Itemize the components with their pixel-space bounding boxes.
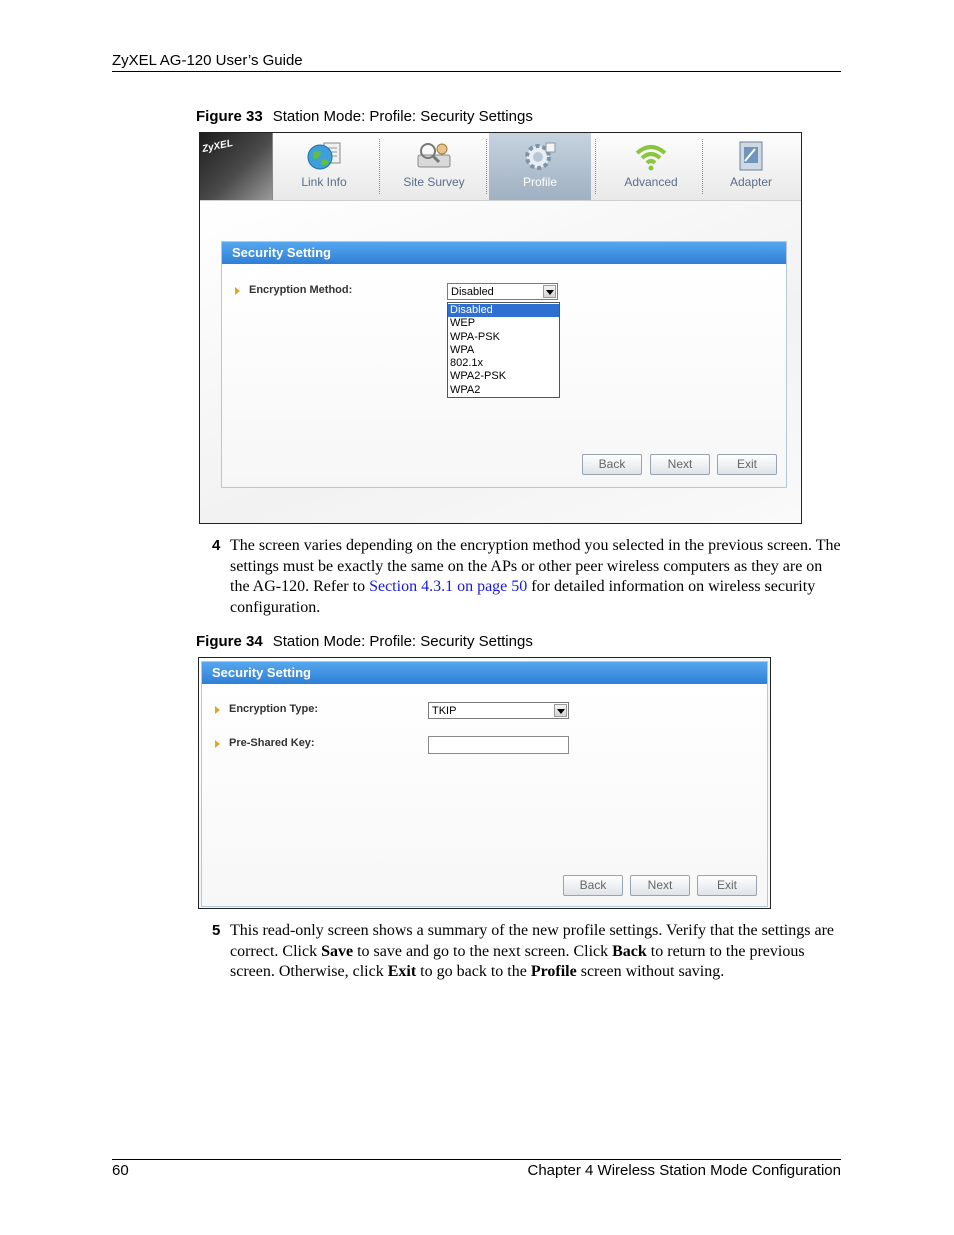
- chevron-down-icon[interactable]: [543, 285, 556, 298]
- option-disabled[interactable]: Disabled: [448, 304, 559, 317]
- step-4-text-before: The screen varies depending on the encryption method you selected in the previous screen. The settings must be exactly the same on the APs or other peer wireless computers as they are on the AG-120. Refer to: [230, 537, 841, 595]
- tab-link-info[interactable]: [276, 133, 372, 200]
- pre-shared-key-input[interactable]: [428, 736, 569, 754]
- footer-rule: [112, 1159, 841, 1160]
- tab-adapter[interactable]: [705, 133, 797, 200]
- step-5-text-4: to go back to the: [416, 963, 531, 980]
- chevron-down-icon[interactable]: [554, 704, 567, 717]
- step-5: [212, 921, 844, 1005]
- site-survey-icon: [414, 139, 454, 173]
- step-4-number: 4: [212, 537, 221, 554]
- figure-34-caption: [196, 633, 533, 650]
- step-5-number: 5: [212, 922, 221, 939]
- page-number: 60: [112, 1162, 129, 1179]
- figure-33-caption-text: Station Mode: Profile: Security Settings: [272, 108, 533, 125]
- option-8021x[interactable]: 802.1x: [450, 357, 484, 370]
- profile-term: Profile: [530, 963, 577, 980]
- tab-site-survey-label: Site Survey: [403, 175, 465, 189]
- running-header: ZyXEL AG-120 User’s Guide: [112, 52, 303, 69]
- figure-34-label: Figure 34: [196, 633, 263, 650]
- arrow-icon: [215, 740, 220, 748]
- exit-button[interactable]: Exit: [697, 875, 757, 896]
- security-setting-panel: [221, 241, 787, 488]
- nav-separator: [379, 139, 380, 194]
- encryption-method-value: Disabled: [451, 286, 494, 298]
- nav-separator: [702, 139, 703, 194]
- gear-icon: [520, 139, 560, 173]
- step-4-text: [230, 536, 844, 618]
- step-5-text: [230, 921, 844, 983]
- next-button[interactable]: Next: [630, 875, 690, 896]
- tab-advanced[interactable]: [600, 133, 702, 200]
- nav-bar: [200, 133, 801, 201]
- adapter-icon: [731, 139, 771, 173]
- nav-separator: [486, 139, 487, 194]
- back-button[interactable]: Back: [582, 454, 642, 475]
- encryption-method-options: [447, 302, 560, 398]
- tab-adapter-label: Adapter: [729, 175, 773, 189]
- figure-33-label: Figure 33: [196, 108, 263, 125]
- panel-body: [202, 684, 767, 906]
- arrow-icon: [235, 287, 240, 295]
- security-setting-panel: [201, 661, 768, 907]
- tab-link-info-label: Link Info: [301, 175, 347, 189]
- figure-34-screenshot: [198, 657, 771, 909]
- encryption-type-value: TKIP: [432, 705, 457, 717]
- option-wpa2-psk[interactable]: WPA2-PSK: [450, 370, 507, 383]
- step-5-text-2: to save and go to the next screen. Click: [353, 942, 613, 960]
- section-4-3-1-link[interactable]: Section 4.3.1 on page 50: [369, 578, 528, 595]
- pre-shared-key-label: Pre-Shared Key:: [229, 737, 315, 749]
- step-5-text-1: This read-only screen shows a summary of the new profile settings. Verify that the settings are correct. Click: [230, 922, 834, 960]
- tab-profile-label: Profile: [522, 175, 557, 189]
- step-4: [212, 536, 844, 620]
- nav-separator: [595, 139, 596, 194]
- option-wep[interactable]: WEP: [450, 317, 476, 330]
- encryption-type-label: Encryption Type:: [229, 703, 319, 715]
- figure-33-screenshot: [199, 132, 802, 524]
- tab-site-survey[interactable]: [386, 133, 482, 200]
- next-button[interactable]: Next: [650, 454, 710, 475]
- back-button[interactable]: Back: [563, 875, 623, 896]
- step-4-text-after: for detailed information on wireless security configuration.: [230, 578, 816, 616]
- encryption-method-select[interactable]: [447, 283, 558, 300]
- save-term: Save: [321, 942, 354, 960]
- panel-title: Security Setting: [202, 662, 767, 684]
- encryption-type-select[interactable]: [428, 702, 569, 719]
- option-wpa[interactable]: WPA: [450, 343, 475, 356]
- panel-title: Security Setting: [222, 242, 786, 264]
- figure-34-caption-text: Station Mode: Profile: Security Settings: [272, 633, 533, 650]
- tab-advanced-label: Advanced: [624, 175, 678, 189]
- logo-text: ZyXEL: [201, 137, 234, 156]
- option-wpa2[interactable]: WPA2: [450, 383, 481, 396]
- step-5-text-5: screen without saving.: [576, 963, 725, 980]
- zyxel-logo: [200, 133, 273, 200]
- step-5-text-3: to return to the previous screen. Otherwise, click: [230, 942, 805, 980]
- encryption-method-label: Encryption Method:: [249, 284, 353, 296]
- back-term: Back: [612, 942, 647, 960]
- option-wpa-psk[interactable]: WPA-PSK: [450, 330, 500, 343]
- header-rule: [112, 71, 841, 72]
- exit-button[interactable]: Exit: [717, 454, 777, 475]
- arrow-icon: [215, 706, 220, 714]
- figure-33-caption: [196, 108, 533, 125]
- wireless-icon: [631, 139, 671, 173]
- exit-term: Exit: [387, 963, 417, 980]
- chapter-title: Chapter 4 Wireless Station Mode Configuration: [527, 1162, 841, 1179]
- panel-body: [222, 264, 786, 487]
- tab-profile[interactable]: [489, 133, 591, 200]
- globe-icon: [304, 139, 344, 173]
